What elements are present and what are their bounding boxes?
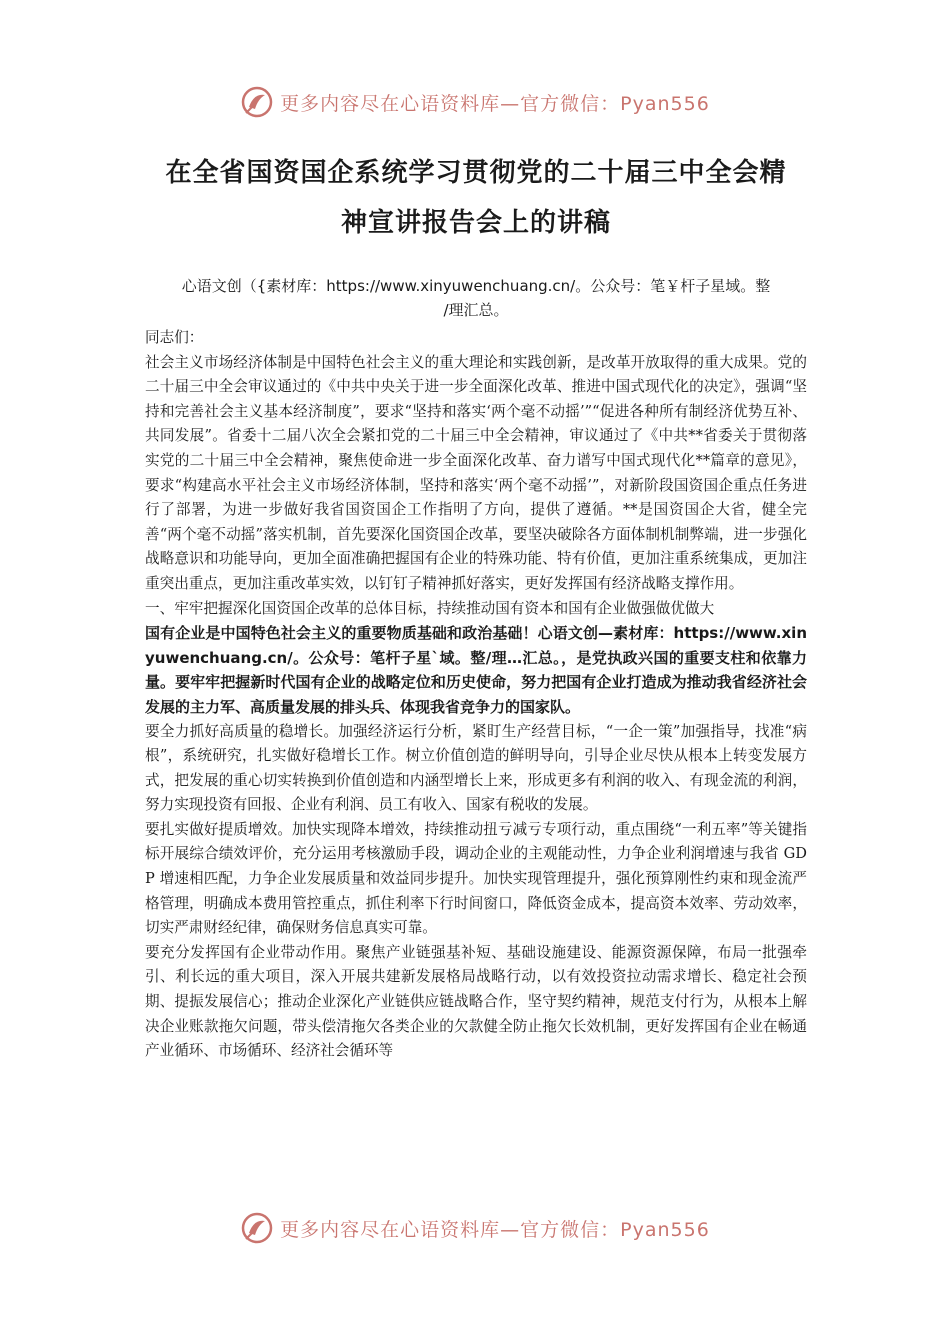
paragraph: 要充分发挥国有企业带动作用。聚焦产业链强基补短、基础设施建设、能源资源保障，布局一批强牵引、利长远的重大项目，深入开展共建新发展格局战略行动，以有效投资拉动需求增长、稳定社会预期、提振发展信心；推动企业深化产业链供应链战略合作，坚守契约精神，规范支付行为，从根本上解决企业账款拖欠问题，带头偿清拖欠各类企业的欠款健全防止拖欠长效机制，更好发挥国有企业在畅通产业循环、市场循环、经济社会循环等 bbox=[145, 943, 807, 1060]
logo-icon bbox=[240, 1211, 274, 1245]
source-line-2: /理汇总。 bbox=[443, 301, 509, 319]
section-heading: 一、牢牢把握深化国资国企改革的总体目标，持续推动国有资本和国有企业做强做优做大 bbox=[145, 599, 715, 617]
watermark-text: 更多内容尽在心语资料库—官方微信：Pyan556 bbox=[280, 92, 710, 115]
paragraph: 要扎实做好提质增效。加快实现降本增效，持续推动扭亏减亏专项行动，重点围绕“一利五率”等关键指标开展综合绩效评价，充分运用考核激励手段，调动企业的主观能动性，力争企业利润增速与我省 GDP 增速相匹配，力争企业发展质量和效益同步提升。加快实现管理提升，强化预算刚性约束和现金流严格管理，明确成本费用管控重点，抓住利率下行时间窗口，降低资金成本，提高资本效率、劳动效率，切实严肃财经纪律，确保财务信息真实可靠。 bbox=[145, 820, 807, 937]
document-page bbox=[145, 148, 807, 1064]
document-title bbox=[145, 148, 807, 248]
title-line-1: 在全省国资国企系统学习贯彻党的二十届三中全会精 bbox=[165, 158, 787, 188]
watermark-text: 更多内容尽在心语资料库—官方微信：Pyan556 bbox=[280, 1218, 710, 1241]
title-line-2: 神宣讲报告会上的讲稿 bbox=[340, 208, 611, 238]
emphasis-paragraph: 国有企业是中国特色社会主义的重要物质基础和政治基础！心语文创—素材库：https://www.xinyuwenchuang.cn/。公众号：笔杆子星`域。整/理…汇总。，是党执政兴国的重要支柱和依靠力量。要牢牢把握新时代国有企业的战略定位和历史使命，努力把国有企业打造成为推动我省经济社会发展的主力军、高质量发展的排头兵、体现我省竞争力的国家队。 bbox=[145, 624, 807, 716]
paragraph: 社会主义市场经济体制是中国特色社会主义的重大理论和实践创新，是改革开放取得的重大成果。党的二十届三中全会审议通过的《中共中央关于进一步全面深化改革、推进中国式现代化的决定》，强调“坚持和完善社会主义基本经济制度”，要求“坚持和落实‘两个毫不动摇’”“促进各种所有制经济优势互补、共同发展”。省委十二届八次全会紧扣党的二十届三中全会精神，审议通过了《中共**省委关于贯彻落实党的二十届三中全会精神，聚焦使命进一步全面深化改革、奋力谱写中国式现代化**篇章的意见》，要求“构建高水平社会主义市场经济体制，坚持和落实‘两个毫不动摇’”，对新阶段国资国企重点任务进行了部署，为进一步做好我省国资国企工作指明了方向，提供了遵循。**是国资国企大省，健全完善“两个毫不动摇”落实机制，首先要深化国资国企改革，要坚决破除各方面体制机制弊端，进一步强化战略意识和功能导向，更加全面准确把握国有企业的特殊功能、特有价值，更加注重系统集成，更加注重突出重点，更加注重改革实效，以钉钉子精神抓好落实，更好发挥国有经济战略支撑作用。 bbox=[145, 353, 807, 592]
footer-watermark bbox=[0, 1208, 950, 1248]
source-line-1: 心语文创（{素材库：https://www.xinyuwenchuang.cn/。公众号：笔￥杆子星域。整 bbox=[181, 277, 771, 295]
document-body bbox=[145, 326, 807, 1064]
paragraph: 要全力抓好高质量的稳增长。加强经济运行分析，紧盯生产经营目标，“一企一策”加强指导，找准“病根”，系统研究，扎实做好稳增长工作。树立价值创造的鲜明导向，引导企业尽快从根本上转变发展方式，把发展的重心切实转换到价值创造和内涵型增长上来，形成更多有利润的收入、有现金流的利润，努力实现投资有回报、企业有利润、员工有收入、国家有税收的发展。 bbox=[145, 722, 807, 814]
header-watermark bbox=[0, 82, 950, 122]
source-note bbox=[145, 274, 807, 322]
logo-icon bbox=[240, 85, 274, 119]
salutation: 同志们： bbox=[145, 329, 204, 346]
